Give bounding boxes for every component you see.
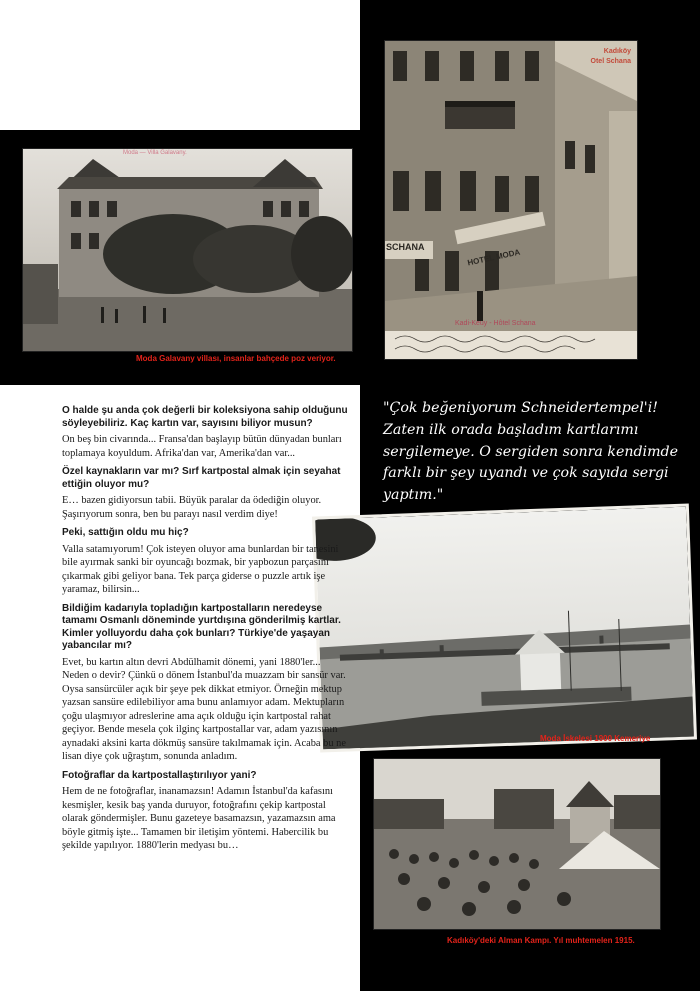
moda-harbor-photo [312, 503, 697, 752]
hotel-overlay-title: Kadıköy Otel Schana [590, 48, 631, 65]
question-5: Fotoğraflar da kartpostallaştırılıyor yani? [62, 769, 257, 781]
answer-2: E… bazen gidiyorsun tabii. Büyük paralar da ödediğin oluyor. Şaşırıyorum sonra, ben bu parayı nasıl verdim diye! [62, 495, 322, 520]
question-4: Bildiğim kadarıyla topladığın kartpostalların neredeyse tamamı Osmanlı döneminde yurtdışına gönderilmiş kartlar. Kimler yolluyordu daha çok bunları? Türkiye'de yaşayan yabancılar mı? [62, 602, 341, 651]
answer-1: On beş bin civarında... Fransa'dan başlayıp bütün dünyadan bunları toplamaya koyuldum. Afrika'dan var, Amerika'dan var... [62, 434, 342, 459]
pull-quote: "Çok beğeniyorum Schneidertempel'i! Zaten ilk orada başladım kartlarımı sergilemeye. O sergiden sonra kendimde farklı bir şey uyandı ve çok sayıda sergi yaptım." [383, 400, 679, 504]
camp-caption: Kadıköy'deki Alman Kampı. Yıl muhtemelen 1915. [447, 936, 635, 945]
hotel-schana-photo [384, 40, 638, 360]
harbor-caption: Moda İskelesi 1900 Kemeriye [540, 734, 651, 743]
question-1: O halde şu anda çok değerli bir koleksiyona sahip olduğunu söyleyebiliriz. Kaç kartın var, sayısını biliyor musun? [62, 405, 348, 429]
villa-galavany-photo [22, 148, 353, 352]
hotel-handwritten-label: Kadi-Keuy - Hôtel Schana [455, 320, 536, 327]
villa-postcard-title: Moda — Villa Galavany. [123, 150, 187, 156]
hotel-sign-moda: HOTEL MODA [466, 247, 521, 268]
answer-4: Evet, bu kartın altın devri Abdülhamit dönemi, yani 1880'ler... Neden o devir? Çünkü o dönem İstanbul'da muazzam bir sansür var. Oysa sansürcüler açık bir şeye pek dikkat etmiyor. Örneğin mektup yazsan sansüre edilebiliyor ama bunu anlamıyor adam. Mektupların çoğu ulaşmıyor adreslerine ama açık olduğu için kartpostal rahat geçiyor. Bende mesela çok ilginç kartpostallar var, adam yazısının aynadaki aksini karta dökmüş sansüre takılmamak için. Acaba bu ne lisan diye çok uğraştım, sonunda anladım. [62, 656, 346, 762]
interview-article [62, 405, 350, 859]
hotel-sign-schana: SCHANA [386, 242, 425, 252]
question-3: Peki, sattığın oldu mu hiç? [62, 527, 189, 538]
answer-5: Hem de ne fotoğraflar, inanamazsın! Adamın İstanbul'da kafasını kesmişler, kesik baş yanda duruyor, fotoğrafını çekip kartpostal olarak göndermişler. Bunu gazeteye basamazsın, yazamazsın ama böyle gitmiş işte... Tamamen bir iletişim yöntemi. Habercilik bu şekilde yapılıyor. 1880'lerin medyası bu… [62, 786, 336, 851]
villa-caption: Moda Galavany villası, insanlar bahçede poz veriyor. [136, 354, 336, 363]
question-2: Özel kaynakların var mı? Sırf kartpostal almak için seyahat ettiğin oluyor mu? [62, 466, 341, 490]
answer-3: Valla satamıyorum! Çok isteyen oluyor ama bunlardan bir tanesini bile ayırmak sanki bir oyuncağı bozmak, bir yapbozun parçasını çıkarmak gibi geliyor bana. Tek parça giderse o puzzle artık işe yaramaz, bilirsin... [62, 543, 339, 595]
german-camp-photo [373, 758, 661, 930]
